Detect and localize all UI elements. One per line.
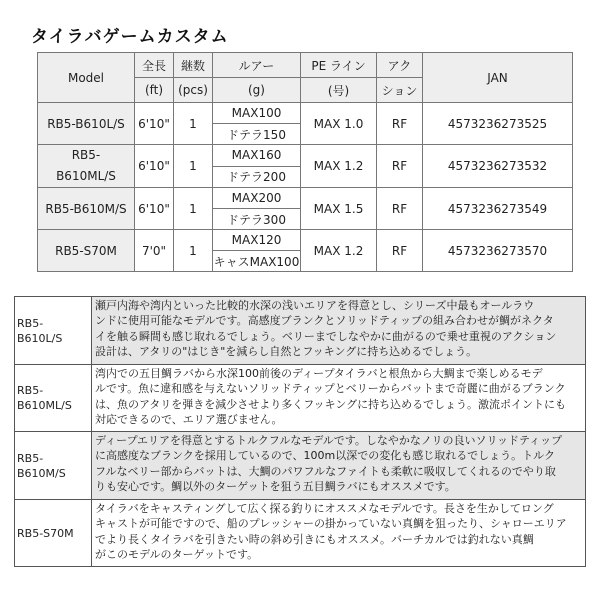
line-cell: MAX 1.5 <box>301 188 377 230</box>
header-jan: JAN <box>423 53 573 103</box>
lure-dotera-cell: ドテラ300 <box>213 209 301 230</box>
model-name-line-1: RB5- <box>71 148 101 162</box>
length-cell: 6'10" <box>135 188 174 230</box>
page-title: タイラバゲームカスタム <box>31 27 229 47</box>
spec-row <box>38 145 573 167</box>
description-model <box>15 365 92 432</box>
lure-dotera-cell: ドテラ200 <box>213 166 301 188</box>
header-pieces: 継数 <box>174 53 213 78</box>
description-line: がこのモデルのターゲットです。 <box>95 548 259 562</box>
spec-row <box>38 230 573 251</box>
model-cell: RB5-B610L/S <box>38 103 135 145</box>
description-model-line-2: B610L/S <box>17 331 63 345</box>
description-model <box>15 297 92 365</box>
description-line: 設計は、アタリの"はじき"を減らし自然とフッキングに持ち込めるでしょう。 <box>95 345 478 359</box>
header-length: 全長 <box>135 53 174 78</box>
description-line: 対応できるので、エリア選びません。 <box>95 413 283 427</box>
description-model-line-1: RB5-S70M <box>17 526 74 540</box>
description-line: タイラバをキャスティングして広く探る釣りにオススメなモデルです。長さを生かしてロング <box>95 502 554 515</box>
header-line: PE ライン <box>301 53 377 78</box>
jan-cell: 4573236273549 <box>423 188 573 230</box>
description-text <box>92 297 586 365</box>
lure-max-cell: MAX100 <box>213 103 301 124</box>
line-cell: MAX 1.2 <box>301 230 377 272</box>
model-cell: RB5-S70M <box>38 230 135 272</box>
line-cell: MAX 1.2 <box>301 145 377 188</box>
jan-cell: 4573236273525 <box>423 103 573 145</box>
header-model: Model <box>38 53 135 103</box>
description-model-line-2: B610M/S <box>17 466 66 480</box>
description-line: 湾内での五目鯛ラバから水深100前後のディープタイラバと根魚から大鯛まで楽しめるモデ <box>95 367 543 380</box>
pieces-cell: 1 <box>174 188 213 230</box>
action-cell: RF <box>377 103 423 145</box>
lure-max-cell: MAX200 <box>213 188 301 209</box>
action-cell: RF <box>377 188 423 230</box>
description-line: ルです。魚に違和感を与えないソリッドティップとベリーからバットまで奇麗に曲がるブランク <box>95 382 566 396</box>
description-row <box>15 500 586 567</box>
action-cell: RF <box>377 145 423 188</box>
spec-row <box>38 188 573 209</box>
lure-dotera-cell: ドテラ150 <box>213 124 301 145</box>
pieces-cell: 1 <box>174 145 213 188</box>
model-cell <box>38 145 135 188</box>
description-line: ディープエリアを得意とするトルクフルなモデルです。しなやかなノリの良いソリッドティップ <box>95 434 563 447</box>
lure-max-cell: MAX120 <box>213 230 301 251</box>
description-model-line-2: B610ML/S <box>17 399 72 412</box>
description-line: キャストが可能ですので、船のプレッシャーの掛かっていない真鯛を狙ったり、シャローエリア <box>95 517 567 531</box>
lure-max-cell: MAX160 <box>213 145 301 167</box>
description-model-line-1: RB5- <box>17 384 44 397</box>
description-line: に高感度なブランクを採用しているので、100m以深での変化も感じ取れるでしょう。トルク <box>95 449 555 463</box>
lure-cast-cell: キャスMAX100 <box>213 251 301 272</box>
length-cell: 7'0" <box>135 230 174 272</box>
description-text <box>92 365 586 432</box>
description-row <box>15 432 586 500</box>
header-lure: ルアー <box>213 53 301 78</box>
description-model <box>15 500 92 567</box>
model-cell: RB5-B610M/S <box>38 188 135 230</box>
unit-lure: (g) <box>213 78 301 103</box>
description-line: 瀬戸内海や湾内といった比較的水深の浅いエリアを得意とし、シリーズ中最もオールラウ <box>95 299 535 312</box>
description-line: りも安心です。鯛以外のターゲットを狙う五目鯛ラバにもオススメです。 <box>95 480 456 494</box>
line-cell: MAX 1.0 <box>301 103 377 145</box>
description-line: フルなベリー部からバットは、大鯛のパワフルなファイトも柔軟に吸収してくれるのでやり取 <box>95 464 556 478</box>
description-table <box>14 296 586 567</box>
pieces-cell: 1 <box>174 230 213 272</box>
description-line: ンドに使用可能なモデルです。高感度ブランクとソリッドティップの組み合わせが鯛がネクタ <box>95 314 554 328</box>
jan-cell: 4573236273532 <box>423 145 573 188</box>
description-line: イを触る瞬間も感じ取れるでしょう。ベリーまでしなやかに曲がるので乗せ重視のアクション <box>95 329 557 343</box>
spec-table <box>37 52 573 272</box>
description-row <box>15 297 586 365</box>
unit-length: (ft) <box>135 78 174 103</box>
description-text <box>92 500 586 567</box>
header-action-1: アク <box>377 53 423 78</box>
description-line: は、魚のアタリを弾きを減少させより多くフッキングに持ち込めるでしょう。激流ポイントにも <box>95 397 567 411</box>
action-cell: RF <box>377 230 423 272</box>
spec-header-row <box>38 53 573 78</box>
description-row <box>15 365 586 432</box>
description-model-line-1: RB5- <box>17 451 44 465</box>
description-line: でより長くタイラバを引きたい時の斜め引きにもオススメ。バーチカルでは釣れない真鯛 <box>95 532 534 546</box>
unit-line: (号) <box>301 78 377 103</box>
header-action-2: ション <box>377 78 423 103</box>
description-model-line-1: RB5- <box>17 316 44 330</box>
description-model <box>15 432 92 500</box>
pieces-cell: 1 <box>174 103 213 145</box>
description-text <box>92 432 586 500</box>
jan-cell: 4573236273570 <box>423 230 573 272</box>
length-cell: 6'10" <box>135 145 174 188</box>
model-name-line-2: B610ML/S <box>56 169 116 183</box>
length-cell: 6'10" <box>135 103 174 145</box>
spec-row <box>38 103 573 124</box>
unit-pieces: (pcs) <box>174 78 213 103</box>
